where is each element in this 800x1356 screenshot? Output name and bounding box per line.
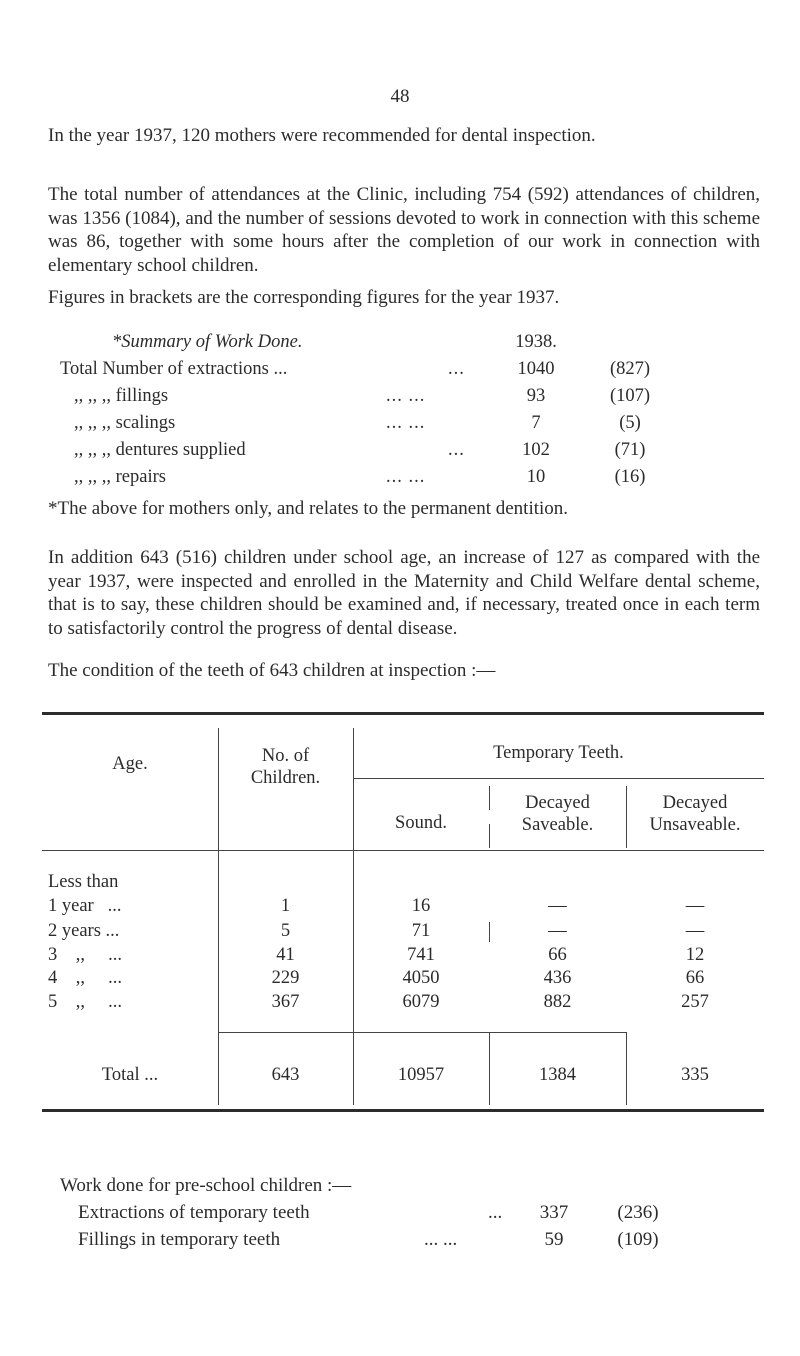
pre-school-work-summary [60, 1175, 720, 1256]
paragraph-pre-school-children: In addition 643 (516) children under school age, an increase of 127 as compared with the year 1937, were inspected and enrolled in the Maternity and Child Welfare dental scheme, that is to say, these children should be examined and, if necessary, treated once in each term to satisfactorily control the progress of dental disease. [48, 547, 760, 639]
work-value-1938: 337 [539, 1202, 569, 1223]
total-unsaveable: 335 [681, 1065, 709, 1085]
header-unsaveable-line1: Decayed [662, 793, 728, 813]
summary-row [60, 467, 680, 494]
work-heading-row [60, 1175, 720, 1202]
paragraph-attendances: The total number of attendances at the Clinic, including 754 (592) attendances of children, was 1356 (1084), and the number of sessions devoted to work in connection with this scheme was 86, together with some hours after the completion of our work in connection with elementary school children. [48, 184, 760, 276]
leader-dots: ... ... [386, 386, 426, 406]
cell-children: 367 [271, 992, 300, 1012]
total-separator-rule [353, 1032, 626, 1033]
leader-dots: ... ... [424, 1229, 458, 1250]
cell-saveable: 436 [543, 968, 572, 988]
teeth-condition-table [42, 712, 764, 1112]
header-unsaveable-line2: Unsaveable. [649, 815, 741, 835]
table-top-rule [42, 712, 764, 715]
header-sound: Sound. [395, 813, 447, 833]
leader-dots: ... ... [386, 413, 426, 433]
cell-sound: 16 [411, 896, 431, 916]
work-heading: Work done for pre-school children :— [60, 1175, 352, 1196]
cell-children: 41 [276, 945, 295, 965]
summary-value-1937: (16) [614, 467, 646, 487]
leader-dots: ... [448, 440, 465, 460]
cell-unsaveable: — [685, 896, 705, 916]
cell-age: 4 ,, ... [48, 968, 122, 988]
cell-unsaveable: 66 [685, 968, 705, 988]
summary-value-1938: 7 [531, 413, 541, 433]
cell-age: 1 year ... [48, 896, 122, 916]
summary-row [60, 413, 680, 440]
summary-label: ,, ,, ,, scalings [74, 413, 176, 433]
summary-value-1937: (827) [609, 359, 651, 379]
header-saveable-line2: Saveable. [521, 815, 594, 835]
leader-dots: ... [448, 359, 465, 379]
paragraph-mothers-recommended: In the year 1937, 120 mothers were recommended for dental inspection. [48, 125, 596, 146]
work-value-1937: (236) [617, 1202, 659, 1223]
summary-year-label: 1938. [515, 332, 557, 352]
header-children-line1: No. of [261, 746, 310, 766]
cell-saveable: 66 [548, 945, 567, 965]
footnote-mothers-only: *The above for mothers only, and relates to the permanent dentition. [48, 498, 569, 519]
summary-label: ,, ,, ,, fillings [74, 386, 169, 406]
cell-sound: 741 [407, 945, 435, 965]
header-children [218, 745, 353, 789]
work-value-1938: 59 [544, 1229, 564, 1250]
summary-value-1938: 10 [526, 467, 546, 487]
summary-value-1937: (71) [614, 440, 646, 460]
summary-value-1938: 102 [522, 440, 550, 460]
summary-value-1937: (107) [609, 386, 651, 406]
cell-unsaveable: 257 [681, 992, 709, 1012]
cell-children: 229 [271, 968, 300, 988]
header-decayed-saveable [489, 792, 626, 836]
work-label: Fillings in temporary teeth [78, 1229, 281, 1250]
summary-heading-row [60, 332, 680, 359]
summary-value-1938: 1040 [517, 359, 555, 379]
work-value-1937: (109) [617, 1229, 659, 1250]
summary-value-1938: 93 [526, 386, 546, 406]
total-sound: 10957 [397, 1065, 445, 1085]
cell-age: 2 years ... [48, 921, 120, 941]
summary-label: ,, ,, ,, repairs [74, 467, 166, 487]
page-number: 48 [390, 86, 410, 107]
summary-row [60, 359, 680, 386]
work-row [60, 1202, 720, 1229]
leader-dots: ... ... [386, 467, 426, 487]
header-age: Age. [112, 754, 148, 774]
header-saveable-line1: Decayed [525, 793, 590, 813]
paragraph-condition-of-teeth: The condition of the teeth of 643 children at inspection :— [48, 660, 496, 681]
summary-label: Total Number of extractions ... [60, 359, 288, 379]
cell-sound: 71 [411, 921, 431, 941]
cell-unsaveable: — [685, 921, 705, 941]
cell-sound: 6079 [402, 992, 440, 1012]
cell-saveable: — [548, 896, 567, 916]
leader-dots: ... [488, 1202, 503, 1223]
summary-heading: *Summary of Work Done. [112, 332, 303, 352]
group-header-rule [353, 778, 764, 779]
total-label: Total ... [101, 1065, 159, 1085]
header-decayed-unsaveable [626, 792, 764, 836]
summary-label: ,, ,, ,, dentures supplied [74, 440, 246, 460]
total-separator-rule [218, 1032, 353, 1033]
header-children-line2: Children. [250, 768, 321, 788]
work-row [60, 1229, 720, 1256]
cell-children: 5 [280, 921, 291, 941]
header-temporary-teeth: Temporary Teeth. [493, 743, 624, 763]
summary-row [60, 440, 680, 467]
table-bottom-rule [42, 1109, 764, 1112]
cell-saveable: — [548, 921, 567, 941]
header-bottom-rule [42, 850, 764, 851]
age-prefix: Less than [48, 872, 119, 892]
summary-row [60, 386, 680, 413]
cell-saveable: 882 [543, 992, 572, 1012]
cell-children: 1 [280, 896, 291, 916]
summary-value-1937: (5) [619, 413, 641, 433]
cell-sound: 4050 [402, 968, 440, 988]
total-saveable: 1384 [539, 1065, 576, 1085]
cell-unsaveable: 12 [685, 945, 705, 965]
total-children: 643 [271, 1065, 300, 1085]
paragraph-brackets-note: Figures in brackets are the corresponding figures for the year 1937. [48, 287, 560, 308]
cell-age: 5 ,, ... [48, 992, 122, 1012]
summary-of-work [60, 332, 680, 494]
cell-age: 3 ,, ... [48, 945, 122, 965]
work-label: Extractions of temporary teeth [78, 1202, 310, 1223]
